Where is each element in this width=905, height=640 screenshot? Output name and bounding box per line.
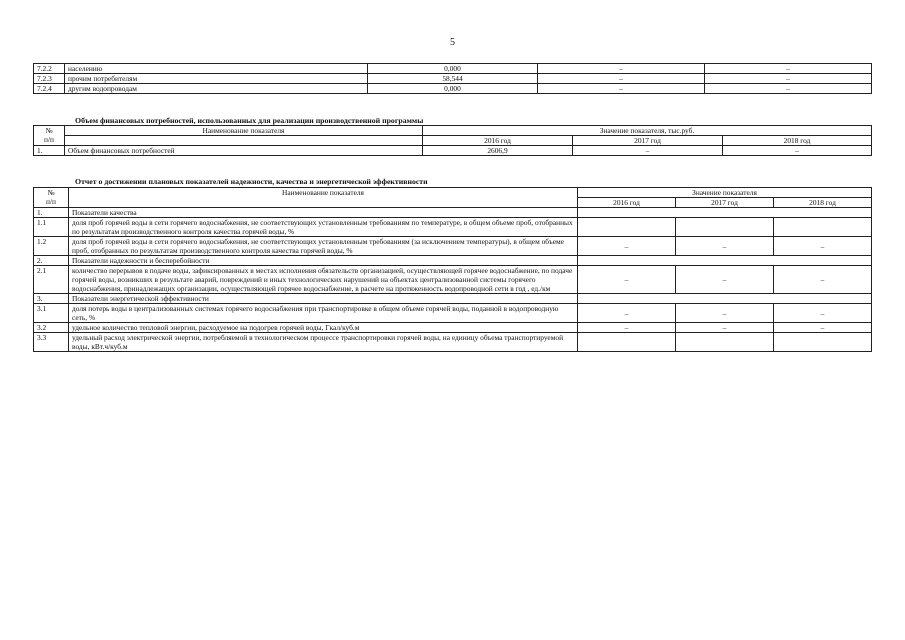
row-code: 2.1 xyxy=(34,266,69,294)
value-2017: – xyxy=(538,84,705,94)
year-header: 2018 год xyxy=(774,198,872,208)
col-value-header: Значение показателя xyxy=(578,188,872,198)
col-name-header: Наименование показателя xyxy=(69,188,578,208)
financial-needs-heading: Объем финансовых потребностей, использованных для реализации производственной программы xyxy=(75,116,424,125)
table-row xyxy=(34,237,872,256)
section-code: 1. xyxy=(34,208,69,218)
table-row xyxy=(34,74,872,84)
value-2018 xyxy=(774,218,872,237)
row-name: доля проб горячей воды в сети горячего водоснабжения, не соответствующих установленным требованиям по температуре, в общем объеме проб, отобранных по результатам производственного контроля качества горячей воды, % xyxy=(69,218,578,237)
section-code: 3. xyxy=(34,294,69,304)
table-row xyxy=(34,304,872,323)
section-title: Показатели надежности и бесперебойности xyxy=(69,256,578,266)
value-2018: – xyxy=(705,84,872,94)
supply-table xyxy=(33,63,872,94)
value-2017: – xyxy=(676,323,774,333)
value-2016: – xyxy=(578,237,676,256)
value-2018: – xyxy=(774,237,872,256)
row-name: удельное количество тепловой энергии, расходуемое на подогрев горячей воды, Гкал/куб.м xyxy=(69,323,578,333)
value-2017: – xyxy=(538,74,705,84)
row-name: доля проб горячей воды в сети горячего водоснабжения, не соответствующих установленным требованиям (за исключением температуры), в общем объеме проб, отобранных по результатам производственного контроля качества горячей воды, % xyxy=(69,237,578,256)
value-2017: – xyxy=(676,304,774,323)
row-code: 3.1 xyxy=(34,304,69,323)
year-header: 2016 год xyxy=(423,136,573,146)
value-2016 xyxy=(578,218,676,237)
row-name: доля потерь воды в централизованных системах горячего водоснабжения при транспортировке в общем объеме горячей воды, поданной в водопроводную сеть, % xyxy=(69,304,578,323)
section-row xyxy=(34,256,872,266)
row-code: 1. xyxy=(34,146,65,156)
row-name: населению xyxy=(65,64,368,74)
row-name: прочим потребителям xyxy=(65,74,368,84)
row-code: 1.1 xyxy=(34,218,69,237)
value-2016: – xyxy=(578,266,676,294)
value-2018: – xyxy=(774,266,872,294)
value-2017: – xyxy=(676,237,774,256)
value-2018 xyxy=(774,333,872,352)
col-num-header: № п/п xyxy=(34,126,65,146)
table-row xyxy=(34,266,872,294)
value-2016: 0,000 xyxy=(368,64,538,74)
value-2018: – xyxy=(774,304,872,323)
row-code: 7.2.2 xyxy=(34,64,65,74)
value-2016: – xyxy=(578,304,676,323)
table-row xyxy=(34,218,872,237)
row-name: количество перерывов в подаче воды, зафиксированных в местах исполнения обязательств организацией, осуществляющей горячее водоснабжение, по подаче горячей воды, возникших в результате аварий, повреждений и иных технологических нарушений на объектах централизованной системы горячего водоснабжения, принадлежащих организации, осуществляющей горячее водоснабжение, в расчете на протяженность водопроводной сети в год , ед./км xyxy=(69,266,578,294)
section-title: Показатели энергетической эффективности xyxy=(69,294,578,304)
table-row xyxy=(34,323,872,333)
row-code: 3.2 xyxy=(34,323,69,333)
value-2017: – xyxy=(676,266,774,294)
value-2017: – xyxy=(538,64,705,74)
row-name: Объем финансовых потребностей xyxy=(65,146,423,156)
value-2018: – xyxy=(774,323,872,333)
year-header: 2017 год xyxy=(573,136,723,146)
row-name: удельный расход электрической энергии, потребляемой в технологическом процессе транспортировки горячей воды, на единицу объема транспортируемой воды, кВт.ч/куб.м xyxy=(69,333,578,352)
section-filler xyxy=(578,208,872,218)
table-row xyxy=(34,64,872,74)
year-header: 2017 год xyxy=(676,198,774,208)
value-2016: 58,544 xyxy=(368,74,538,84)
col-value-header: Значение показателя, тыс.руб. xyxy=(423,126,872,136)
value-2016: 2606,9 xyxy=(423,146,573,156)
value-2016: 0,000 xyxy=(368,84,538,94)
table-row xyxy=(34,84,872,94)
row-code: 1.2 xyxy=(34,237,69,256)
section-row xyxy=(34,294,872,304)
value-2016 xyxy=(578,333,676,352)
section-title: Показатели качества xyxy=(69,208,578,218)
section-code: 2. xyxy=(34,256,69,266)
indicators-table xyxy=(33,187,872,352)
row-name: другим водопроводам xyxy=(65,84,368,94)
table-row xyxy=(34,333,872,352)
col-name-header: Наименование показателя xyxy=(65,126,423,136)
section-filler xyxy=(578,256,872,266)
page-number: 5 xyxy=(450,37,455,48)
year-header: 2018 год xyxy=(723,136,872,146)
row-code: 7.2.3 xyxy=(34,74,65,84)
row-code: 3.3 xyxy=(34,333,69,352)
value-2017: – xyxy=(573,146,723,156)
row-code: 7.2.4 xyxy=(34,84,65,94)
value-2018: – xyxy=(705,64,872,74)
value-2018: – xyxy=(705,74,872,84)
financial-needs-table xyxy=(33,125,872,156)
value-2016: – xyxy=(578,323,676,333)
value-2017 xyxy=(676,218,774,237)
col-name-header-blank xyxy=(65,136,423,146)
indicators-report-heading: Отчет о достижении плановых показателей надежности, качества и энергетической эффективности xyxy=(75,177,428,186)
section-row xyxy=(34,208,872,218)
year-header: 2016 год xyxy=(578,198,676,208)
section-filler xyxy=(578,294,872,304)
value-2017 xyxy=(676,333,774,352)
table-row xyxy=(34,146,872,156)
col-num-header: № п/п xyxy=(34,188,69,208)
value-2018: – xyxy=(723,146,872,156)
